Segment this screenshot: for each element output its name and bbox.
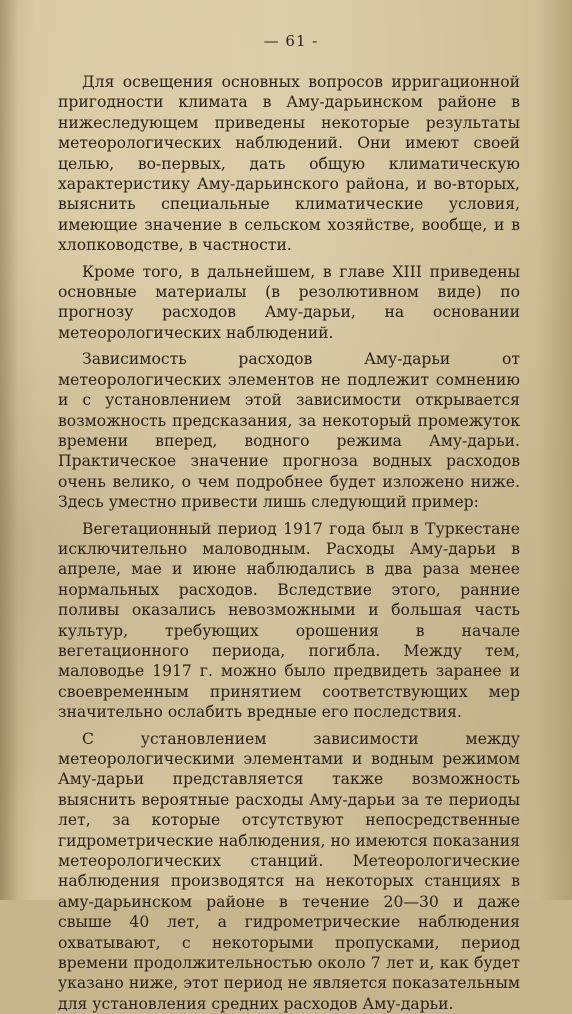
paragraph-intro: Для освещения основных вопросов ирригационной пригодности климата в Аму-дарьинском районе в нижеследующем приведены некоторые результаты метеорологических наблюдений. Они имеют своей целью, во-первых, дать общую климатическую характеристику Аму-дарьинского района, и во-вторых, выяснить специальные климатические условия, имеющие значение в сельском хозяйстве, вообще, и в хлопководстве, в частности. <box>58 73 520 255</box>
paragraph-dependency: Зависимость расходов Аму-дарьи от метеорологических элементов не подлежит сомнению и с установлением этой зависимости открывается возможность предсказания, за некоторый промежуток времени вперед, водного режима Аму-дарьи. Практическое значение прогноза водных расходов очень велико, о чем подробнее будет изложено ниже. Здесь уместно привести лишь следующий пример: <box>58 350 520 512</box>
page-fold-shadow <box>0 0 18 900</box>
page-text-body <box>58 72 520 1014</box>
paragraph-example-1917: Вегетационный период 1917 года был в Туркестане исключительно маловодным. Расходы Аму-дарьи в апреле, мае и июне наблюдались в два раза менее нормальных расходов. Вследствие этого, ранние поливы оказались невозможными и большая часть культур, требующих орошения в начале вегетационного периода, погибла. Между тем, маловодье 1917 г. можно было предвидеть заранее и своевременным принятием соответствующих мер значительно ослабить вредные его последствия. <box>58 519 520 722</box>
page-number: — 61 - <box>263 32 319 50</box>
paragraph-chapter-reference: Кроме того, в дальнейшем, в главе XIII приведены основные материалы (в резолютивном виде) по прогнозу расходов Аму-дарьи, на основании метеорологических наблюдений. <box>58 262 520 342</box>
paragraph-observations: С установлением зависимости между метеорологическими элементами и водным режимом Аму-дарьи представляется также возможность выяснить вероятные расходы Аму-дарьи за те периоды лет, за которые отсутствуют непосредственные гидрометрические наблюдения, но имеются показания метеорологических станций. Метеорологические наблюдения производятся на некоторых станциях в аму-дарьинском районе в течение 20—30 и даже свыше 40 лет, а гидрометрические наблюдения охватывают, с некоторыми пропусками, период времени продолжительностью около 7 лет и, как будет указано ниже, этот период не является показательным для установления средних расходов Аму-дарьи. <box>58 729 520 1013</box>
